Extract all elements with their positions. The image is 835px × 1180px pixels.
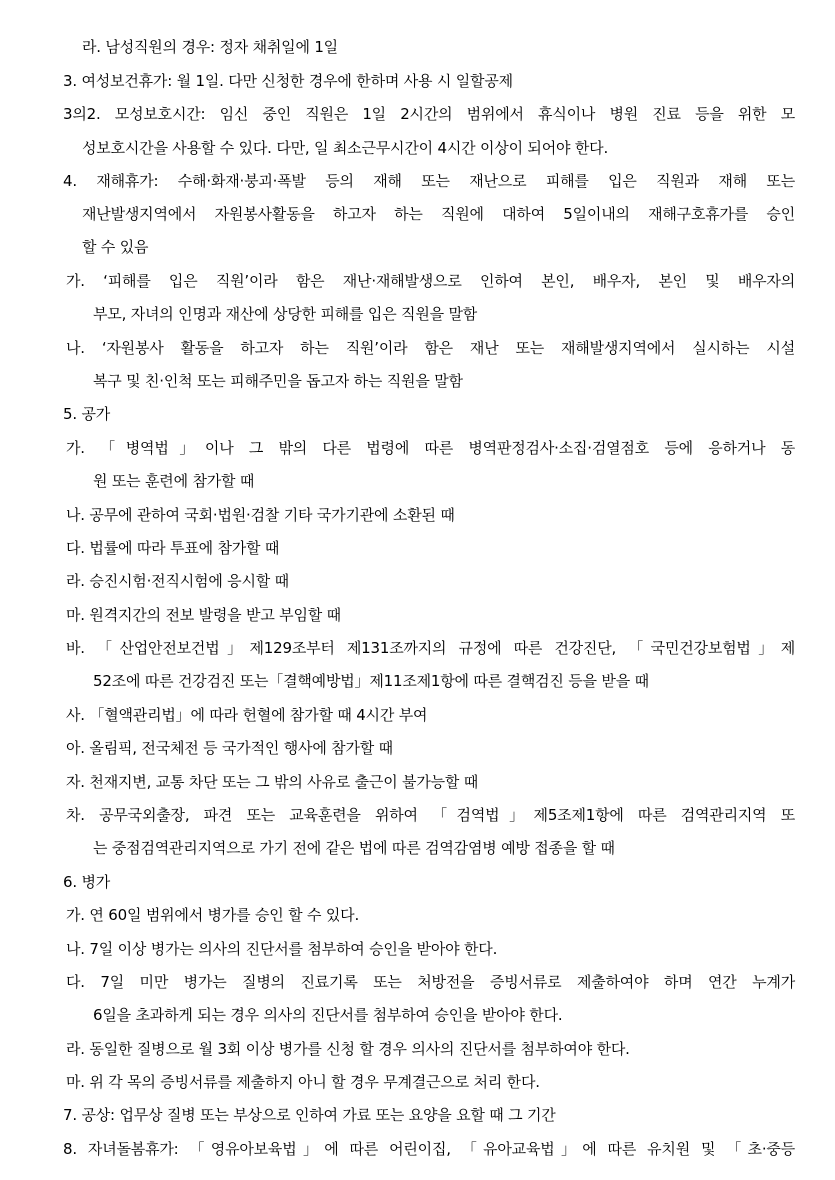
section-heading: 6. 병가: [63, 873, 111, 891]
text-line: 바. 「산업안전보건법」제129조부터 제131조까지의 규정에 따른 건강진단, 「국민건강보험법」제: [66, 639, 795, 657]
text-line: 7. 공상: 업무상 질병 또는 부상으로 인하여 가료 또는 요양을 요할 때 그 기간: [63, 1106, 556, 1124]
text-line: 3의2. 모성보호시간: 임신 중인 직원은 1일 2시간의 범위에서 휴식이나 병원 진료 등을 위한 모: [63, 105, 795, 123]
text-line: 사. 「혈액관리법」에 따라 헌혈에 참가할 때 4시간 부여: [66, 706, 428, 724]
text-line: 마. 원격지간의 전보 발령을 받고 부임할 때: [66, 606, 341, 624]
text-line: 아. 올림픽, 전국체전 등 국가적인 행사에 참가할 때: [66, 739, 393, 757]
text-line: 재난발생지역에서 자원봉사활동을 하고자 하는 직원에 대하여 5일이내의 재해구호휴가를 승인: [82, 205, 795, 223]
text-line: 가. 연 60일 범위에서 병가를 승인 할 수 있다.: [66, 906, 360, 924]
text-line: 라. 승진시험·전직시험에 응시할 때: [66, 572, 289, 590]
text-line: 8. 자녀돌봄휴가: 「영유아보육법」에 따른 어린이집, 「유아교육법」에 따른 유치원 및 「초·중등: [63, 1140, 795, 1158]
text-line: 는 중점검역관리지역으로 가기 전에 같은 법에 따른 검역감염병 예방 접종을 할 때: [93, 839, 615, 857]
text-line: 나. ‘자원봉사 활동을 하고자 하는 직원’이라 함은 재난 또는 재해발생지역에서 실시하는 시설: [66, 339, 795, 357]
text-line: 부모, 자녀의 인명과 재산에 상당한 피해를 입은 직원을 말함: [93, 305, 478, 323]
text-line: 성보호시간을 사용할 수 있다. 다만, 일 최소근무시간이 4시간 이상이 되어야 한다.: [82, 139, 609, 157]
text-line: 6일을 초과하게 되는 경우 의사의 진단서를 첨부하여 승인을 받아야 한다.: [93, 1006, 563, 1024]
text-line: 라. 남성직원의 경우: 정자 채취일에 1일: [82, 38, 338, 56]
text-line: 자. 천재지변, 교통 차단 또는 그 밖의 사유로 출근이 불가능할 때: [66, 773, 479, 791]
text-line: 3. 여성보건휴가: 월 1일. 다만 신청한 경우에 한하며 사용 시 일할공제: [63, 72, 513, 90]
text-line: 원 또는 훈련에 참가할 때: [93, 472, 255, 490]
text-line: 나. 7일 이상 병가는 의사의 진단서를 첨부하여 승인을 받아야 한다.: [66, 940, 498, 958]
text-line: 가. 「병역법」이나 그 밖의 다른 법령에 따른 병역판정검사·소집·검열점호 등에 응하거나 동: [66, 439, 795, 457]
text-line: 다. 법률에 따라 투표에 참가할 때: [66, 539, 280, 557]
text-line: 다. 7일 미만 병가는 질병의 진료기록 또는 처방전을 증빙서류로 제출하여야 하며 연간 누계가: [66, 973, 795, 991]
text-line: 라. 동일한 질병으로 월 3회 이상 병가를 신청 할 경우 의사의 진단서를 첨부하여야 한다.: [66, 1040, 630, 1058]
text-line: 마. 위 각 목의 증빙서류를 제출하지 아니 할 경우 무계결근으로 처리 한다.: [66, 1073, 540, 1091]
text-line: 할 수 있음: [82, 238, 149, 256]
text-line: 차. 공무국외출장, 파견 또는 교육훈련을 위하여 「검역법」제5조제1항에 따른 검역관리지역 또: [66, 806, 795, 824]
text-line: 52조에 따른 건강검진 또는「결핵예방법」제11조제1항에 따른 결핵검진 등을 받을 때: [93, 672, 649, 690]
text-line: 4. 재해휴가: 수해·화재·붕괴·폭발 등의 재해 또는 재난으로 피해를 입은 직원과 재해 또는: [63, 172, 795, 190]
text-line: 가. ‘피해를 입은 직원’이라 함은 재난·재해발생으로 인하여 본인, 배우자, 본인 및 배우자의: [66, 272, 795, 290]
text-line: 나. 공무에 관하여 국회·법원·검찰 기타 국가기관에 소환된 때: [66, 506, 455, 524]
text-line: 복구 및 친·인척 또는 피해주민을 돕고자 하는 직원을 말함: [93, 372, 463, 390]
section-heading: 5. 공가: [63, 405, 111, 423]
